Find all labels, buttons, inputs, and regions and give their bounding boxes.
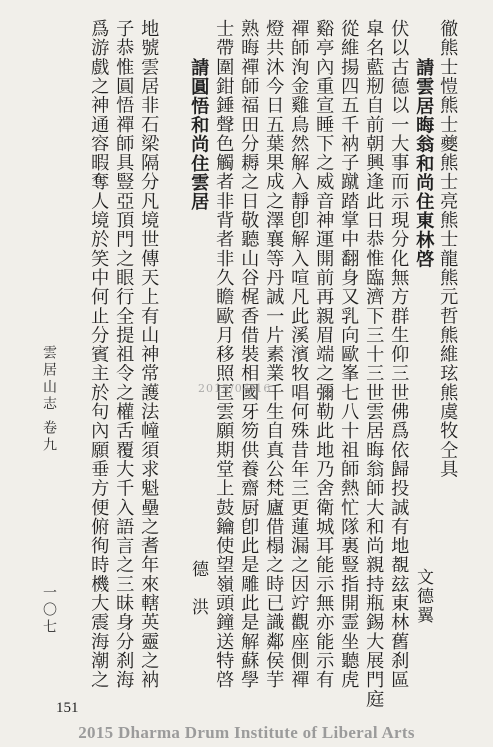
author-signature-2: 德 洪: [188, 560, 208, 617]
margin-book-title: 雲居山志: [41, 345, 57, 413]
text-column-5: 從維揚四五千衲子蹴踏掌中翻身又乳向歐峯七八十祖師熱忙隊裏豎指開霊坐聽虎: [338, 19, 360, 690]
margin-folio: 一〇七: [41, 585, 57, 636]
section-heading-1: 請雲居晦翁和尚住東林啓: [413, 58, 435, 269]
date-watermark: 2015/04/16: [198, 382, 272, 395]
section-heading-2: 請圓悟和尚住雲居: [188, 58, 210, 212]
text-column-10: 士帶圍鉗錘聲色觸者非背者非久瞻歐月移照匡雲願期堂上鼓鑰使望嶺頭鐘送特啓: [213, 19, 235, 690]
author-signature-1: 文德翼: [413, 568, 433, 625]
text-column-3: 伏以古德以一大事而示現分化無方群生仰三世佛爲依歸投誠有地覩玆東林舊刹區: [388, 19, 410, 690]
text-column-6: 谿亭內重宣睡下之威音神運開前再親眉端之彌勒此地乃舍衛城耳能示無亦能示有: [313, 19, 335, 690]
text-column-13: 子恭惟圓悟禪師具豎亞頂門之眼行全提祖令之權舌覆大千入語言之三昧身分刹海: [113, 19, 135, 690]
text-column-1: 徹熊士愷熊士夔熊士亮熊士龍熊元哲熊維玹熊虞牧仝具: [437, 19, 459, 479]
text-column-12: 地號雲居非石梁隔分凡境世傳天上有山神常護法幢須求魁壘之耆年來轄英靈之衲: [138, 19, 160, 690]
text-column-9: 熟晦禪師福田分耨之日敬聽山谷梶香借裝相國牙笏供養齋厨卽此是雕此是解蘇學: [238, 19, 260, 690]
page-number: 151: [56, 700, 79, 716]
text-column-8: 燈共沐今日五葉果成之澤襄等丹誠一片素業千生自真公梵廬借榻之時已識鄰侯芋: [263, 19, 285, 690]
institution-watermark: 2015 Dharma Drum Institute of Liberal Arts: [78, 723, 415, 742]
text-column-7: 禪師洵金雞鳥然解入靜卽解入喧凡此溪濱牧唱何殊昔年三更蓮漏之因竚觀座側禪: [288, 19, 310, 690]
margin-volume: 卷九: [41, 420, 57, 454]
text-column-14: 爲游戲之神通容暇奪人境於笑中何止分賓主於句內願垂方便俯徇時機大震海潮之: [88, 19, 110, 690]
text-column-4: 皐名藍剏自前朝興逢此日恭惟臨濟下三十三世雲居晦翁師大和尚親持瓶錫大展門庭: [363, 19, 385, 709]
